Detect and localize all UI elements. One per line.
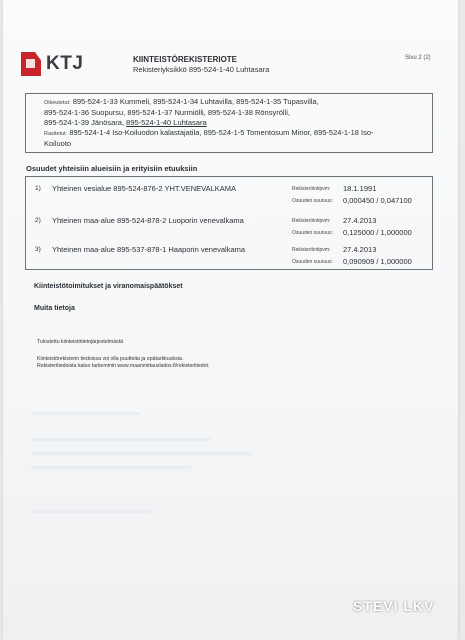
- rasitetut-text-1: 895-524-1-4 Iso-Koiluodon kalastajatila, 895-524-1-5 Tomentosum Minor, 895-524-1-18 Iso-: [69, 128, 374, 137]
- printed-note: Tulostettu kiinteistötietojärjestelmästä: [37, 339, 124, 345]
- share-size-value: 0,000450 / 0,047100: [343, 196, 412, 205]
- rasitetut-label: Rasitetut:: [44, 131, 68, 137]
- reg-date-label: Rekisteröintipvm:: [292, 186, 331, 192]
- document-title: KIINTEISTÖREKISTERIOTE: [133, 55, 238, 64]
- oikeutetut-text-2: 895-524-1-36 Suopursu, 895-524-1-37 Nurmiölli, 895-524-1-38 Rönsyrölli,: [44, 108, 290, 117]
- share-row: [26, 182, 432, 206]
- share-size-value: 0,090909 / 1,000000: [343, 257, 412, 266]
- shares-box: [25, 176, 433, 270]
- share-name: Yhteinen vesialue 895-524-876-2 YHT.VENEVALKAMA: [52, 184, 236, 193]
- muita-tietoja-heading: Muita tietoja: [34, 305, 75, 312]
- share-number: 2): [35, 217, 41, 224]
- rasitetut-line-1: [44, 128, 424, 139]
- shares-section-title: Osuudet yhteisiin alueisiin ja erityisiin etuuksiin: [26, 164, 198, 173]
- reg-date-value: 18.1.1991: [343, 184, 377, 193]
- show-through: [31, 466, 191, 469]
- show-through: [31, 452, 251, 455]
- document-page: [3, 0, 458, 640]
- ktj-logo: [21, 52, 83, 76]
- disclaimer-line-2: Rekisteritiedoista katso tarkemmin www.maanmittauslaitos.fi/rekisteritiedot.: [37, 363, 210, 369]
- oikeutetut-text-1: 895-524-1-33 Kummeli, 895-524-1-34 Luhtavilla, 895-524-1-35 Tupasvilla,: [72, 97, 319, 106]
- share-size-label: Osuuden suuruus:: [292, 230, 333, 236]
- share-number: 1): [35, 185, 41, 192]
- logo-text: KTJ: [46, 53, 84, 74]
- oikeutetut-line-1: [44, 97, 424, 108]
- show-through: [31, 438, 211, 441]
- share-size-label: Osuuden suuruus:: [292, 259, 333, 265]
- reg-date-value: 27.4.2013: [343, 245, 377, 254]
- share-number: 3): [35, 246, 41, 253]
- page-number: Sivu 2 (2): [405, 55, 431, 61]
- share-size-label: Osuuden suuruus:: [292, 198, 333, 204]
- share-size-value: 0,125000 / 1,000000: [343, 228, 412, 237]
- oikeutetut-line-3: [44, 118, 424, 128]
- share-name: Yhteinen maa-alue 895-537-878-1 Haaporin venevalkama: [52, 245, 246, 254]
- rasitetut-text-2: Koiluoto: [44, 139, 72, 148]
- rights-box: [25, 93, 433, 153]
- show-through: [31, 510, 151, 513]
- share-name: Yhteinen maa-alue 895-524-878-2 Luoporin venevalkama: [52, 216, 244, 225]
- share-row: [26, 214, 432, 238]
- agency-watermark: STEVI LKV: [353, 598, 435, 614]
- reg-date-label: Rekisteröintipvm:: [292, 218, 331, 224]
- oikeutetut-label: Oikeutetut:: [44, 100, 71, 106]
- share-row: [26, 243, 432, 267]
- show-through: [31, 412, 141, 415]
- document-subtitle: Rekisteriyksikkö 895-524-1-40 Luhtasara: [133, 65, 270, 74]
- oikeutetut-text-3a: 895-524-1-39 Jänösara,: [44, 118, 125, 127]
- reg-date-value: 27.4.2013: [343, 216, 377, 225]
- oikeutetut-text-3b: 895-524-1-40 Luhtasara: [126, 118, 207, 127]
- ktj-logo-icon: [21, 52, 41, 76]
- toimitukset-heading: Kiinteistötoimitukset ja viranomaispäätökset: [34, 283, 183, 290]
- reg-date-label: Rekisteröintipvm:: [292, 247, 331, 253]
- disclaimer-line-1: Kiinteistörekisterin tiedoissa voi olla puutteita ja epätarkkuuksia.: [37, 356, 184, 362]
